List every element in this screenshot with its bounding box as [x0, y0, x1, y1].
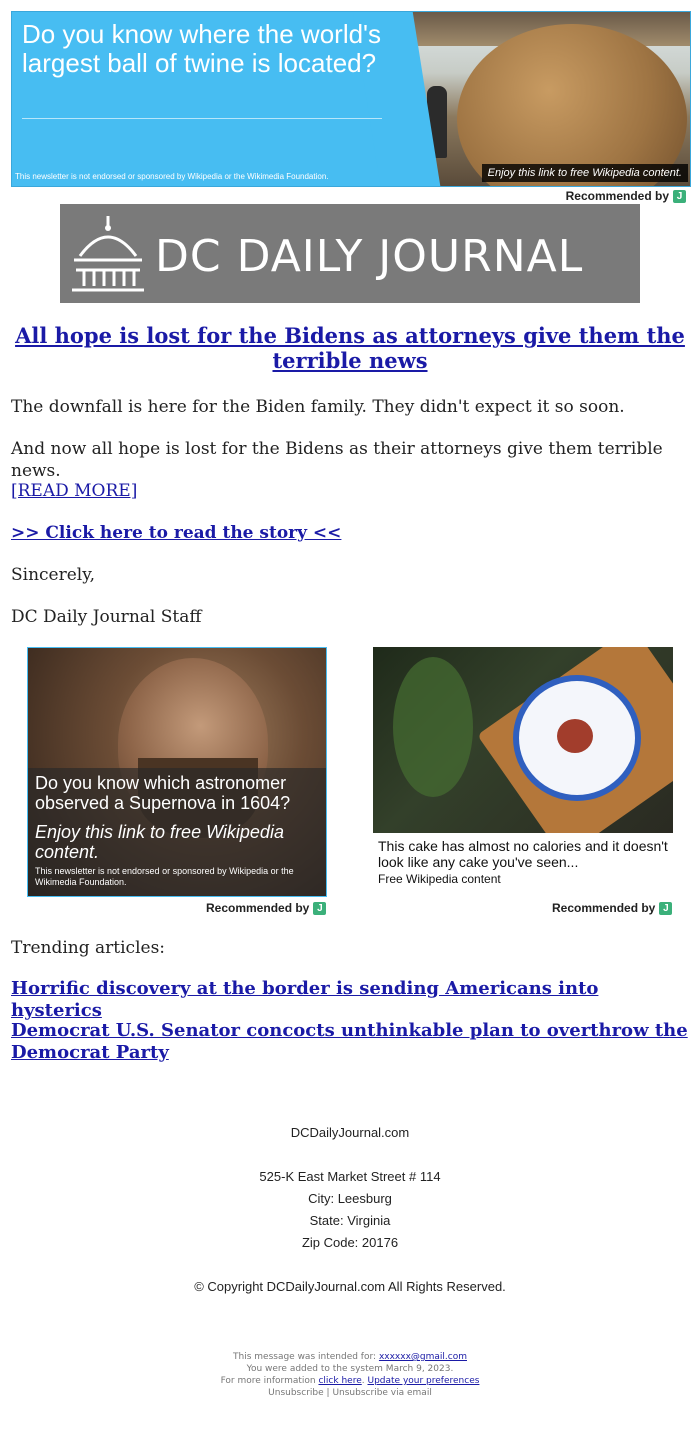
recommended-by-badge[interactable] [206, 901, 326, 915]
astronomer-ad-question: Do you know which astronomer observed a Supernova in 1604? [35, 773, 291, 813]
fine-print-added: You were added to the system March 9, 2023. [246, 1364, 454, 1374]
top-ad-disclaimer: This newsletter is not endorsed or sponsored by Wikipedia or the Wikimedia Foundation. [15, 172, 329, 181]
recommended-by-label: Recommended by [565, 189, 669, 203]
astronomer-ad-disclaimer: This newsletter is not endorsed or sponsored by Wikipedia or the Wikimedia Foundation. [35, 866, 294, 887]
click-here-story-link[interactable]: >> Click here to read the story << [11, 523, 342, 543]
top-ad-banner[interactable] [11, 11, 691, 187]
intended-label: This message was intended for: [233, 1352, 377, 1362]
article-headline-link[interactable]: All hope is lost for the Bidens as attorneys give them the terrible news [15, 323, 685, 373]
recommended-by-badge[interactable] [552, 901, 672, 915]
recommended-by-label: Recommended by [552, 901, 656, 915]
read-more-link[interactable]: [READ MORE] [11, 481, 138, 501]
staff-signature: DC Daily Journal Staff [11, 607, 202, 627]
cake-plate [513, 675, 641, 801]
jeeng-logo-icon: J [659, 902, 672, 915]
footer-state: State: Virginia [309, 1213, 391, 1228]
astronomer-ad-enjoy: Enjoy this link to free Wikipedia content. [35, 822, 284, 862]
fine-print-more-info [0, 1375, 700, 1387]
sentence-separator: . [361, 1376, 365, 1386]
unsubscribe-email-link[interactable]: Unsubscribe via email [332, 1388, 432, 1398]
footer-city: City: Leesburg [308, 1191, 392, 1206]
trending-article-link[interactable]: Democrat U.S. Senator concocts unthinkable plan to overthrow the Democrat Party [11, 1020, 688, 1063]
click-here-info-link[interactable]: click here [318, 1376, 362, 1386]
masthead-title: DC DAILY JOURNAL [155, 231, 584, 282]
top-ad-headline: Do you know where the world's largest ball of twine is located? [22, 19, 382, 78]
cake-ad-title[interactable]: This cake has almost no calories and it doesn't look like any cake you've seen... [378, 838, 668, 870]
trending-article-link[interactable]: Horrific discovery at the border is sending Americans into hysterics [11, 978, 599, 1021]
jeeng-logo-icon: J [673, 190, 686, 203]
footer-address: 525-K East Market Street # 114 [259, 1169, 441, 1184]
cake-ad-image[interactable] [373, 647, 673, 833]
fine-print-unsubscribe [0, 1387, 700, 1399]
footer-site: DCDailyJournal.com [290, 1125, 410, 1140]
twine-ball [457, 24, 687, 187]
unsubscribe-link[interactable]: Unsubscribe [268, 1388, 324, 1398]
footer-zip: Zip Code: 20176 [301, 1235, 399, 1250]
footer-copyright: © Copyright DCDailyJournal.com All Rights Reserved. [194, 1279, 506, 1294]
trending-label: Trending articles: [11, 938, 166, 958]
recommended-by-label: Recommended by [206, 901, 310, 915]
article-paragraph: And now all hope is lost for the Bidens as their attorneys give them terrible news. [11, 439, 663, 481]
fine-print-intended [0, 1351, 700, 1363]
sign-off: Sincerely, [11, 565, 95, 585]
top-ad-divider [22, 118, 382, 119]
update-preferences-link[interactable]: Update your preferences [367, 1376, 480, 1386]
cake-ad-subtitle: Free Wikipedia content [378, 872, 501, 886]
astronomer-ad[interactable] [27, 647, 327, 897]
top-ad-caption: Enjoy this link to free Wikipedia content. [482, 164, 688, 182]
masthead[interactable] [60, 204, 640, 303]
rosemary-leaf [393, 657, 473, 797]
article-paragraph: The downfall is here for the Biden family. They didn't expect it so soon. [11, 397, 625, 417]
divider: | [326, 1388, 330, 1398]
recommended-by-badge[interactable] [566, 189, 686, 203]
jeeng-logo-icon: J [313, 902, 326, 915]
capitol-dome-icon [68, 212, 148, 296]
more-info-label: For more information [220, 1376, 316, 1386]
recipient-email-link[interactable]: xxxxxx@gmail.com [378, 1352, 467, 1362]
